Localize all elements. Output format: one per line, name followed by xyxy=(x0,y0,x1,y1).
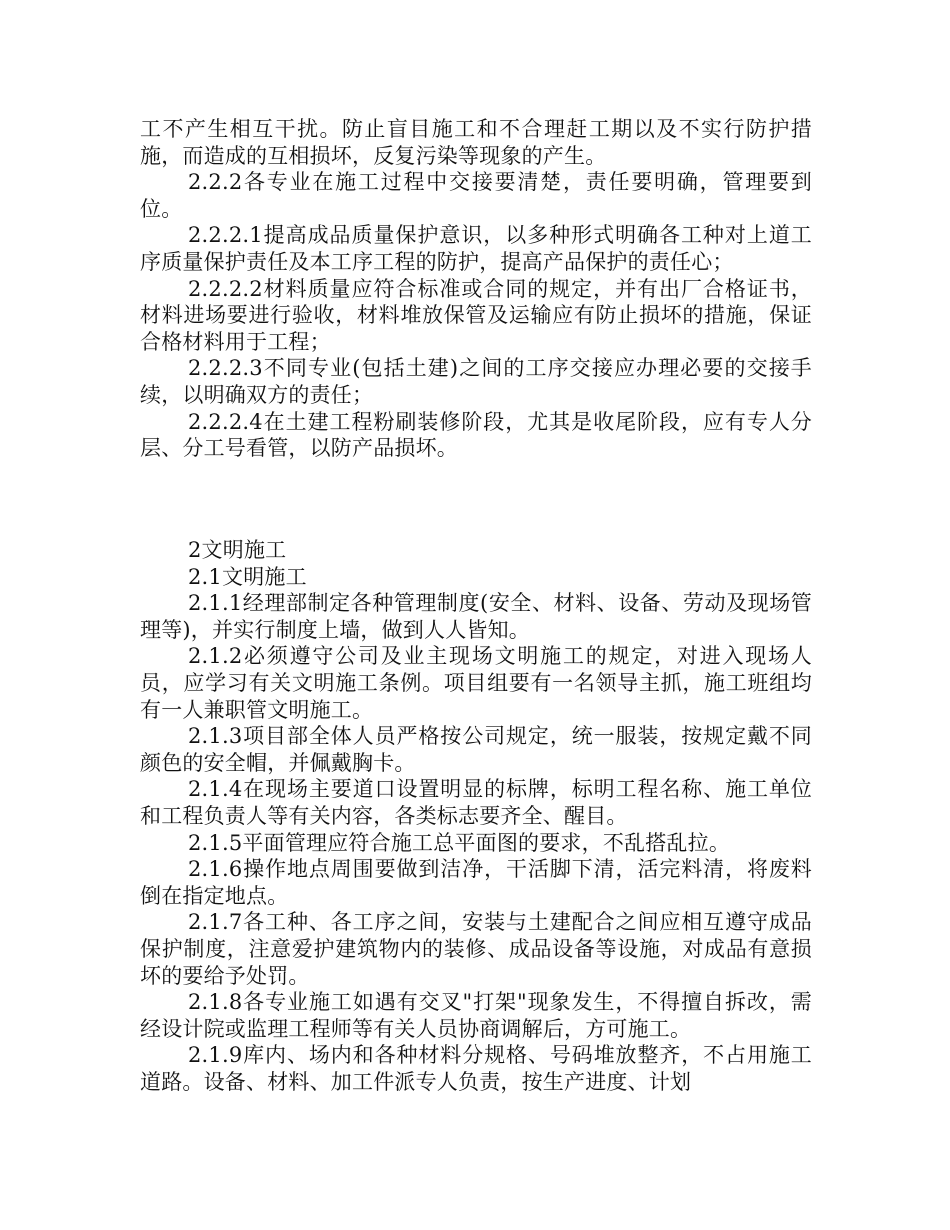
paragraph: 2.2.2.1提高成品质量保护意识，以多种形式明确各工种对上道工序质量保护责任及本工序工程的防护，提高产品保护的责任心； xyxy=(140,223,812,274)
paragraph: 2.2.2各专业在施工过程中交接要清楚，责任要明确，管理要到位。 xyxy=(140,170,812,221)
paragraph: 2文明施工 xyxy=(188,538,287,562)
paragraph: 2.2.2.2材料质量应符合标准或合同的规定，并有出厂合格证书，材料进场要进行验收，材料堆放保管及运输应有防止损坏的措施，保证合格材料用于工程； xyxy=(140,276,812,354)
paragraph: 2.1.5平面管理应符合施工总平面图的要求，不乱搭乱拉。 xyxy=(188,830,731,855)
paragraph: 2.2.2.4在土建工程粉刷装修阶段，尤其是收尾阶段，应有专人分层、分工号看管，以防产品损坏。 xyxy=(140,409,812,461)
paragraph: 2.1.2必须遵守公司及业主现场文明施工的规定，对进入现场人员，应学习有关文明施工条例。项目组要有一名领导主抓，施工班组均有一人兼职管文明施工。 xyxy=(140,644,812,722)
paragraph: 2.1.1经理部制定各种管理制度(安全、材料、设备、劳动及现场管理等)，并实行制度上墙，做到人人皆知。 xyxy=(140,591,812,642)
paragraph: 2.1文明施工 xyxy=(188,564,307,589)
paragraph: 2.1.8各专业施工如遇有交叉"打架"现象发生，不得擅自拆改，需经设计院或监理工程师等有关人员协商调解后，方可施工。 xyxy=(140,990,812,1041)
top-text-block xyxy=(140,116,812,462)
paragraph: 2.2.2.3不同专业(包括土建)之间的工序交接应办理必要的交接手续，以明确双方的责任； xyxy=(140,356,812,407)
paragraph: 工不产生相互干扰。防止盲目施工和不合理赶工期以及不实行防护措施，而造成的互相损坏，反复污染等现象的产生。 xyxy=(140,117,812,168)
paragraph: 2.1.7各工种、各工序之间，安装与土建配合之间应相互遵守成品保护制度，注意爱护建筑物内的装修、成品设备等设施，对成品有意损坏的要给予处罚。 xyxy=(140,910,812,988)
paragraph: 2.1.9库内、场内和各种材料分规格、号码堆放整齐，不占用施工道路。设备、材料、加工件派专人负责，按生产进度、计划 xyxy=(140,1043,812,1094)
paragraph: 2.1.3项目部全体人员严格按公司规定，统一服装，按规定戴不同颜色的安全帽，并佩戴胸卡。 xyxy=(140,724,812,775)
paragraph: 2.1.6操作地点周围要做到洁净，干活脚下清，活完料清，将废料倒在指定地点。 xyxy=(140,857,812,908)
paragraph: 2.1.4在现场主要道口设置明显的标牌，标明工程名称、施工单位和工程负责人等有关内容，各类标志要齐全、醒目。 xyxy=(140,777,812,828)
bottom-text-block xyxy=(140,537,812,1095)
